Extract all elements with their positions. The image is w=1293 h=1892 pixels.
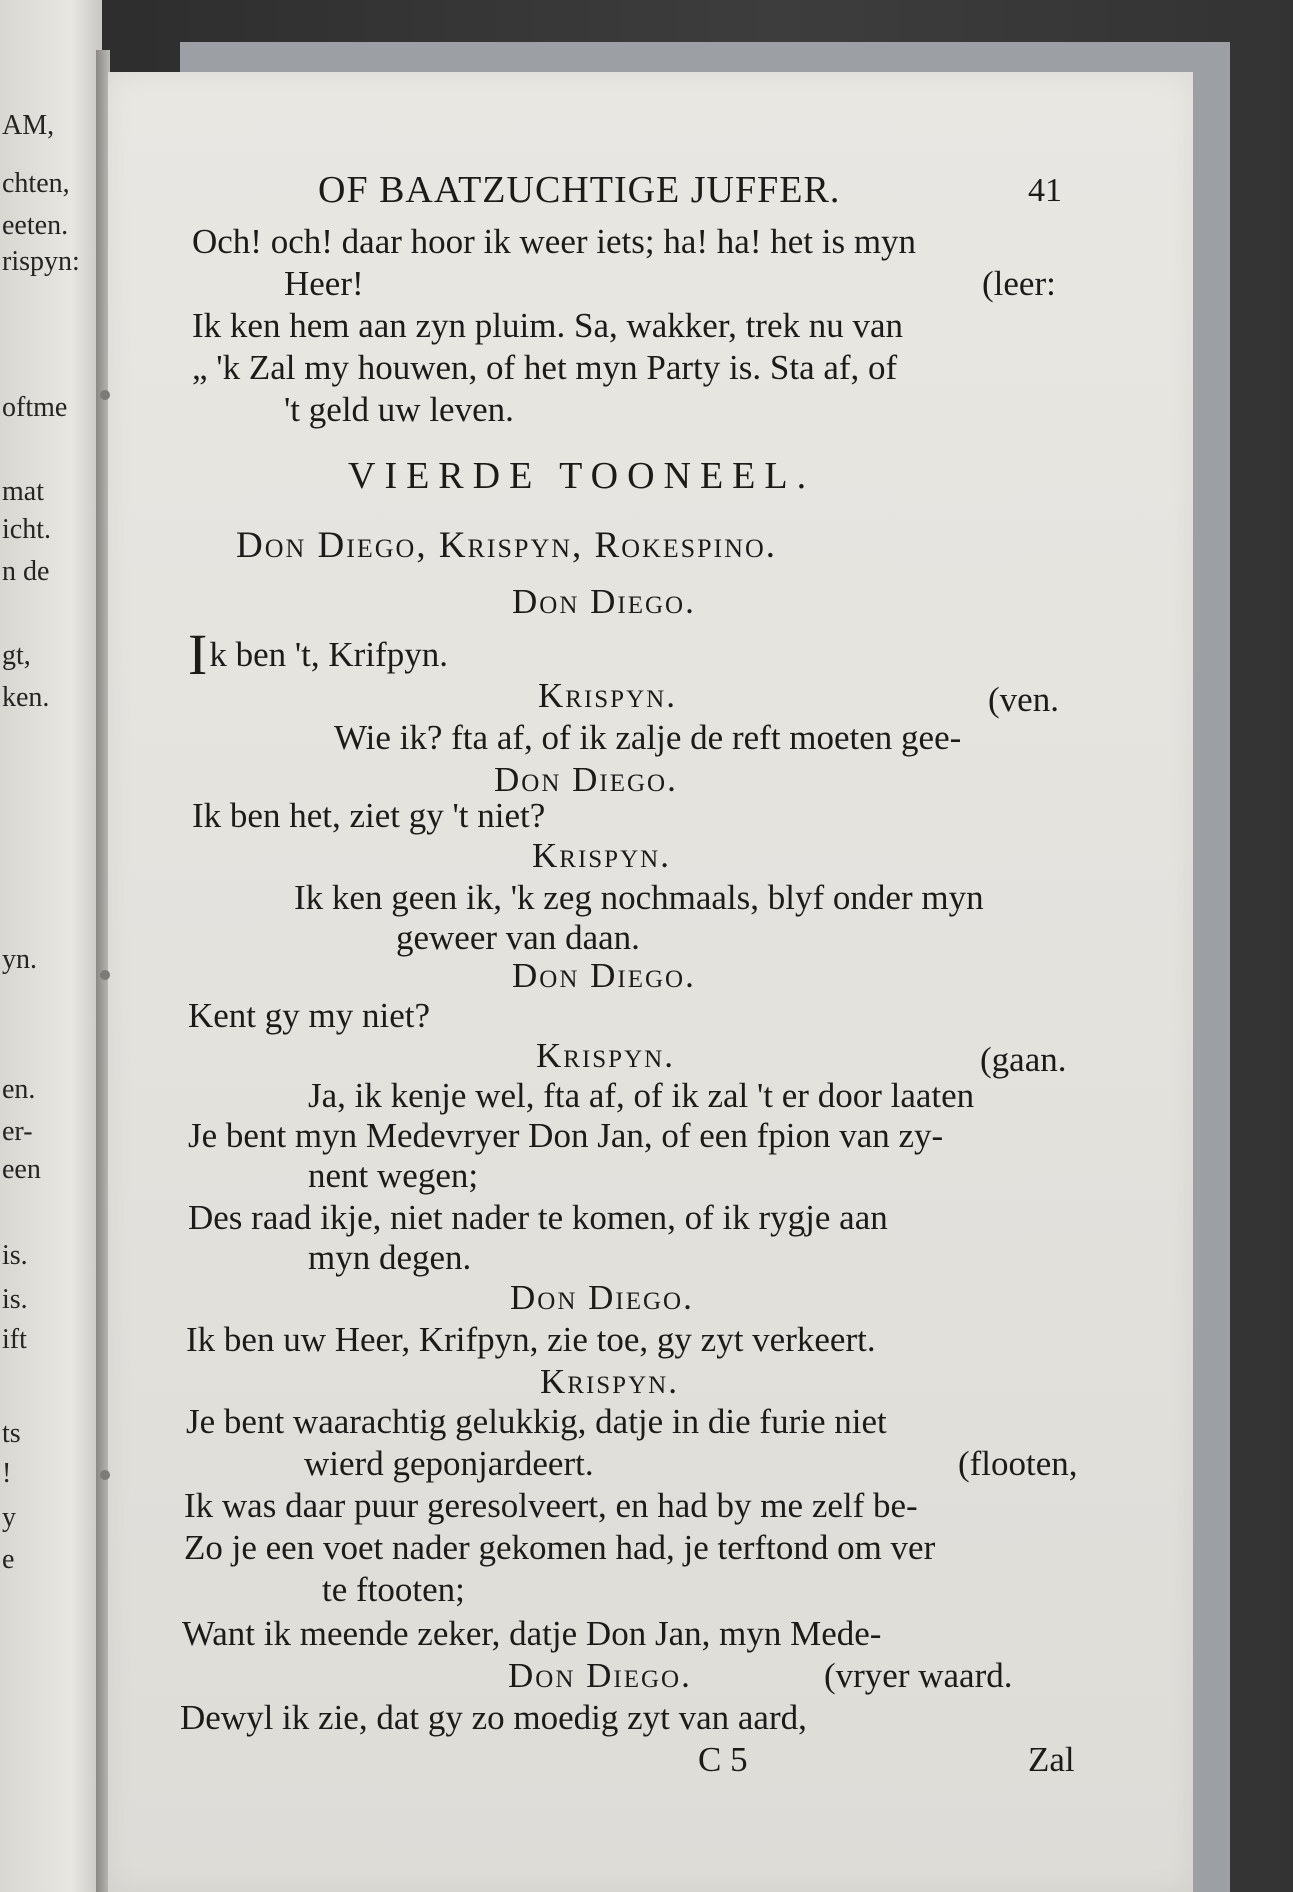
text-line-aside: (vryer waard. xyxy=(824,1656,1013,1695)
left-page-fragment: mat xyxy=(2,476,44,507)
speaker-heading: Krispyn. xyxy=(536,1036,675,1075)
text-line: nent wegen; xyxy=(308,1156,479,1195)
text-line-aside: (ven. xyxy=(988,680,1059,719)
text-line: „ 'k Zal my houwen, of het myn Party is. Sta af, of xyxy=(192,348,898,387)
text-line: Je bent waarachtig gelukkig, datje in die furie niet xyxy=(186,1402,887,1441)
left-page-fragment: ! xyxy=(2,1458,12,1489)
cast-list: Don Diego, Krispyn, Rokespino. xyxy=(236,525,778,566)
text-line: Je bent myn Medevryer Don Jan, of een fpion van zy- xyxy=(188,1116,944,1155)
text-line: k ben 't, Krifpyn. xyxy=(209,635,448,674)
text-line: Ik ben het, ziet gy 't niet? xyxy=(192,796,546,835)
text-line: wierd geponjardeert. xyxy=(304,1444,594,1483)
text-line: Wie ik? fta af, of ik zalje de reft moeten gee- xyxy=(334,718,962,757)
text-line: Ik was daar puur geresolveert, en had by me zelf be- xyxy=(184,1486,918,1525)
speaker-heading: Don Diego. xyxy=(512,956,696,995)
left-page-fragment: er- xyxy=(2,1116,33,1147)
text-line: Kent gy my niet? xyxy=(188,996,431,1035)
speaker-heading: Krispyn. xyxy=(532,836,671,875)
text-line: Dewyl ik zie, dat gy zo moedig zyt van aard, xyxy=(180,1698,807,1737)
left-page-edge xyxy=(0,0,102,1892)
text-line: Heer! xyxy=(284,264,364,303)
left-page-fragment: is. xyxy=(2,1240,28,1271)
left-page-fragment: is. xyxy=(2,1284,28,1315)
text-line: Des raad ikje, niet nader te komen, of ik rygje aan xyxy=(188,1198,888,1237)
left-page-fragment: ts xyxy=(2,1418,21,1449)
text-line-aside: (flooten, xyxy=(958,1444,1078,1483)
text-line-dropcap xyxy=(188,622,448,687)
text-line: Ik ken hem aan zyn pluim. Sa, wakker, trek nu van xyxy=(192,306,904,345)
text-line: Ik ken geen ik, 'k zeg nochmaals, blyf onder myn xyxy=(294,878,984,917)
speaker-heading: Don Diego. xyxy=(508,1656,692,1695)
text-line: Zo je een voet nader gekomen had, je terftond om ver xyxy=(184,1528,936,1567)
text-line-aside: (leer: xyxy=(982,264,1056,303)
left-page-fragment: icht. xyxy=(2,514,51,545)
text-line: Want ik meende zeker, datje Don Jan, myn Mede- xyxy=(182,1614,882,1653)
binding-hole xyxy=(100,390,110,400)
text-line-aside: (gaan. xyxy=(980,1040,1067,1079)
left-page-fragment: chten, xyxy=(2,168,70,199)
binding-hole xyxy=(100,1470,110,1480)
text-line: te ftooten; xyxy=(322,1570,465,1609)
left-page-fragment: een xyxy=(2,1154,41,1185)
left-page-fragment: yn. xyxy=(2,944,37,975)
text-line: Ik ben uw Heer, Krifpyn, zie toe, gy zyt verkeert. xyxy=(186,1320,876,1359)
left-page-fragment: rispyn: xyxy=(2,246,80,277)
speaker-heading: Krispyn. xyxy=(538,676,677,715)
page-number: 41 xyxy=(1028,172,1062,209)
speaker-heading: Don Diego. xyxy=(494,760,678,799)
text-line: Ja, ik kenje wel, fta af, of ik zal 't er door laaten xyxy=(308,1076,975,1115)
left-page-fragment: ift xyxy=(2,1324,27,1355)
left-page-fragment: y xyxy=(2,1502,16,1533)
left-page-fragment: gt, xyxy=(2,640,31,671)
left-page-fragment: n de xyxy=(2,556,50,587)
speaker-heading: Don Diego. xyxy=(512,582,696,621)
binding-hole xyxy=(100,970,110,980)
left-page-fragment: e xyxy=(2,1544,15,1575)
book-page xyxy=(108,72,1193,1892)
signature-mark: C 5 xyxy=(698,1740,748,1779)
left-page-fragment: AM, xyxy=(2,110,55,141)
text-line: 't geld uw leven. xyxy=(284,390,514,429)
running-title: OF BAATZUCHTIGE JUFFER. xyxy=(318,169,841,211)
catchword: Zal xyxy=(1028,1740,1075,1779)
text-line: geweer van daan. xyxy=(396,918,640,957)
drop-capital: I xyxy=(188,622,208,687)
speaker-heading: Krispyn. xyxy=(540,1362,679,1401)
left-page-fragment: eeten. xyxy=(2,210,69,241)
scene-title: VIERDE TOONEEL. xyxy=(348,455,816,497)
left-page-fragment: ken. xyxy=(2,682,50,713)
speaker-heading: Don Diego. xyxy=(510,1278,694,1317)
text-line: Och! och! daar hoor ik weer iets; ha! ha! het is myn xyxy=(192,222,917,261)
left-page-fragment: en. xyxy=(2,1074,36,1105)
text-line: myn degen. xyxy=(308,1238,472,1277)
left-page-fragment: oftme xyxy=(2,392,68,423)
